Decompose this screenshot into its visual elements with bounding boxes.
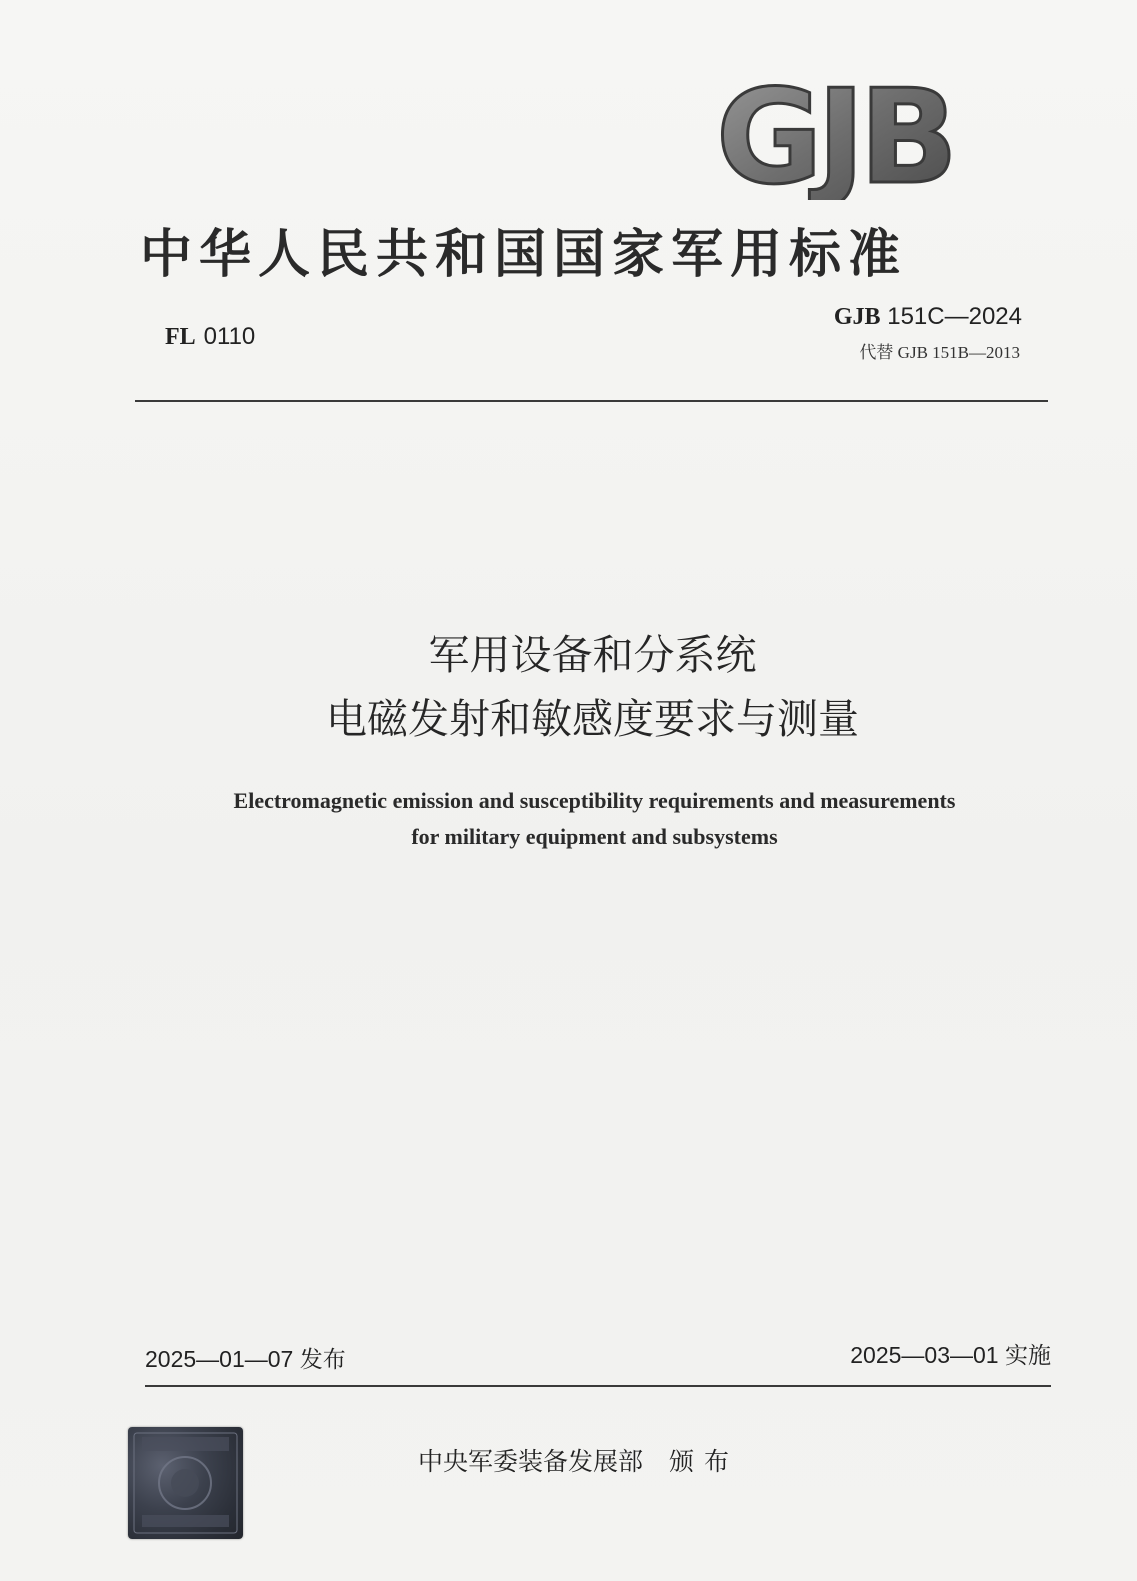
chinese-title-line-2: 电磁发射和敏感度要求与测量 [326, 695, 859, 743]
chinese-title-line-1: 军用设备和分系统 [428, 631, 757, 679]
classification-code [165, 323, 255, 351]
anti-counterfeit-seal-icon [128, 1427, 243, 1539]
issuer-name: 中央军委装备发展部 [418, 1447, 644, 1476]
standard-code: 151C—2024 [887, 303, 1022, 330]
header-divider [135, 400, 1048, 402]
english-title-line-1: Electromagnetic emission and susceptibility requirements and measurements [233, 788, 956, 813]
issue-date: 2025—01—07 发布 [145, 1346, 346, 1372]
national-standard-title: 中华人民共和国国家军用标准 [140, 224, 908, 285]
gjb-logo-icon [712, 70, 1012, 200]
standard-prefix: GJB [833, 304, 881, 330]
classification-number: 0110 [203, 323, 256, 350]
footer-divider [145, 1385, 1051, 1387]
english-title-line-2: for military equipment and subsystems [411, 824, 778, 849]
implementation-date: 2025—03—01 实施 [850, 1342, 1051, 1368]
standard-number [834, 303, 1022, 331]
issuing-authority [418, 1442, 739, 1478]
replaces-standard: 代替 GJB 151B—2013 [859, 343, 1020, 362]
svg-text:GJB: GJB [716, 70, 953, 200]
classification-prefix: FL [165, 324, 196, 350]
issuer-verb: 颁布 [669, 1447, 740, 1476]
